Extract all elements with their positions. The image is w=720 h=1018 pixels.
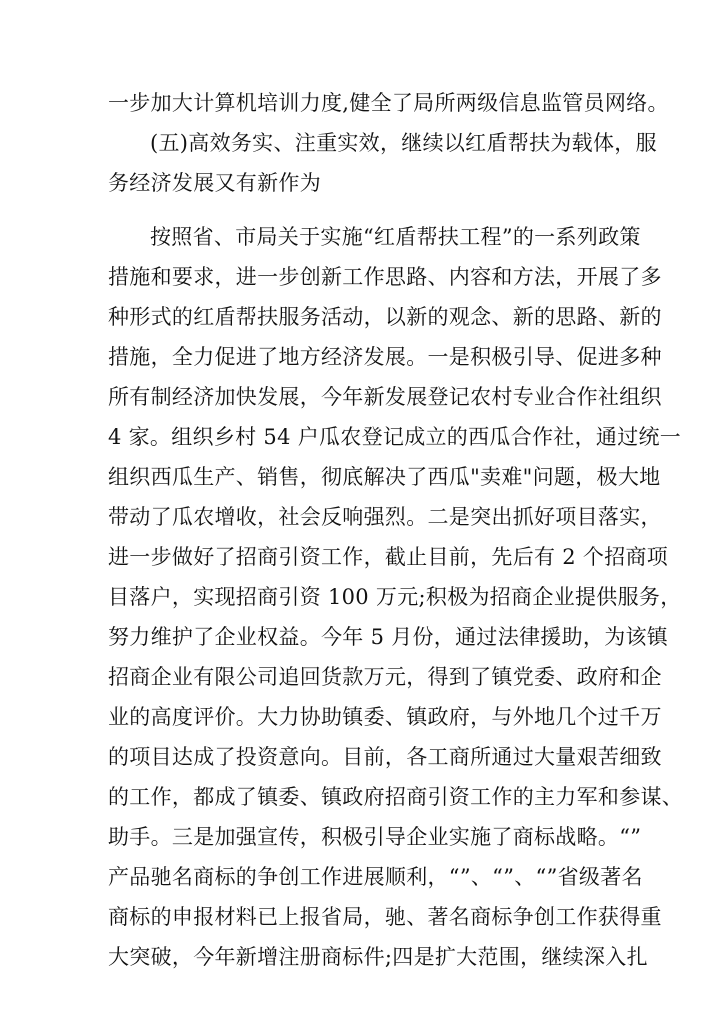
paragraph-line: 助手。三是加强宣传，积极引导企业实施了商标战略。“” [108, 825, 642, 849]
paragraph-line: 进一步做好了招商引资工作，截止目前，先后有 2 个招商项 [108, 545, 669, 569]
section-heading: (五)高效务实、注重实效，继续以红盾帮扶为载体，服 [150, 131, 657, 155]
paragraph-line: 业的高度评价。大力协助镇委、镇政府，与外地几个过千万 [108, 705, 662, 729]
paragraph-line: 商标的申报材料已上报省局，驰、著名商标争创工作获得重 [108, 905, 662, 929]
paragraph-line: 目落户，实现招商引资 100 万元;积极为招商企业提供服务， [108, 585, 682, 609]
paragraph-line: 大突破，今年新增注册商标件;四是扩大范围，继续深入扎 [108, 945, 648, 969]
paragraph-line: 4 家。组织乡村 54 户瓜农登记成立的西瓜合作社，通过统一 [108, 425, 682, 449]
paragraph-line: 措施和要求，进一步创新工作思路、内容和方法，开展了多 [108, 265, 662, 289]
paragraph-line: 招商企业有限公司追回货款万元，得到了镇党委、政府和企 [108, 665, 662, 689]
paragraph-line: 的项目达成了投资意向。目前，各工商所通过大量艰苦细致 [108, 745, 662, 769]
paragraph-line: 按照省、市局关于实施“红盾帮扶工程”的一系列政策 [150, 225, 641, 249]
section-heading-continued: 务经济发展又有新作为 [108, 171, 321, 195]
paragraph-line: 组织西瓜生产、销售，彻底解决了西瓜"卖难"问题，极大地 [108, 465, 661, 489]
paragraph-line: 的工作，都成了镇委、镇政府招商引资工作的主力军和参谋、 [108, 785, 684, 809]
paragraph-line: 种形式的红盾帮扶服务活动，以新的观念、新的思路、新的 [108, 305, 662, 329]
paragraph-line: 措施，全力促进了地方经济发展。一是积极引导、促进多种 [108, 345, 662, 369]
paragraph-line: 努力维护了企业权益。今年 5 月份，通过法律援助，为该镇 [108, 625, 669, 649]
paragraph-line: 产品驰名商标的争创工作进展顺利，“”、“”、“”省级著名 [108, 865, 643, 889]
paragraph-line: 带动了瓜农增收，社会反响强烈。二是突出抓好项目落实， [108, 505, 662, 529]
paragraph-line: 所有制经济加快发展，今年新发展登记农村专业合作社组织 [108, 385, 662, 409]
text-line: 一步加大计算机培训力度,健全了局所两级信息监管员网络。 [108, 91, 669, 115]
